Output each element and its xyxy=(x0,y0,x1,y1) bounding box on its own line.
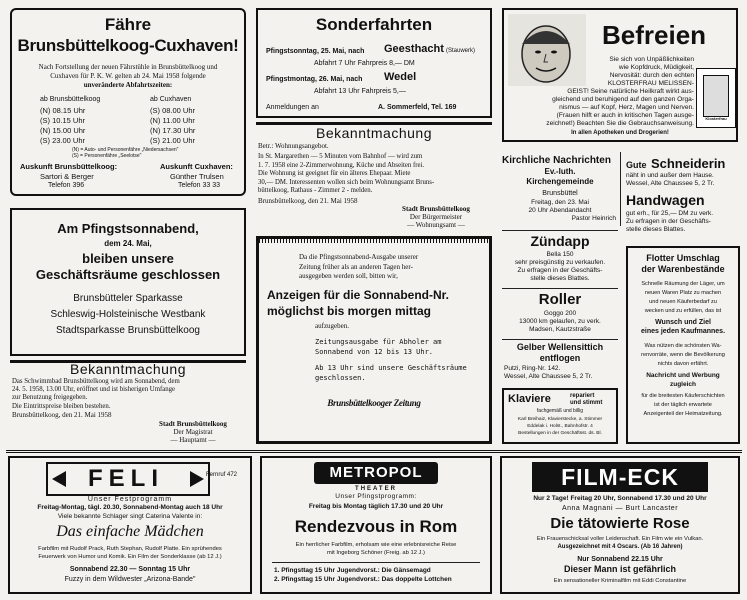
turnover-line: renvorräte, wenn die Bevölkerung xyxy=(641,352,725,358)
newspaper-notice-ad xyxy=(256,236,492,444)
roller-text: 13000 km gelaufen, zu verk. xyxy=(519,318,601,325)
tailor-title xyxy=(626,156,725,173)
feli-logo: FELI xyxy=(88,465,164,492)
befreien-line: GEIST! Seine natürliche Heilkraft wirkt aus- xyxy=(567,88,694,95)
bank-name: Stadtsparkasse Brunsbüttelkoog xyxy=(56,325,200,336)
divider xyxy=(502,339,618,340)
church-date: Freitag, den 23. Mai xyxy=(531,199,589,206)
filmeck-text: Ein sensationeller Kriminalfilm mit Eddi Constantine xyxy=(553,578,687,584)
roller-text: Goggo 200 xyxy=(543,310,577,317)
ferry-intro: Nach Fortstellung der neuen Fährstühle in Brunsbüttelkoog und xyxy=(38,63,218,71)
turnover-line: neuen Waren Platz zu machen xyxy=(644,290,722,296)
turnover-body xyxy=(628,280,738,316)
ferry-ad xyxy=(10,8,246,196)
metropol-sub: THEATER xyxy=(355,486,397,492)
handcart-text: Zu erfragen in der Geschäfts- xyxy=(626,218,711,225)
bottle-label: Klosterfrau xyxy=(705,116,727,121)
ferry-intro: Cuxhaven für P. K. W. gelten ab 24. Mai 1958 folgende xyxy=(50,72,206,80)
turnover-highlight: Nachricht und Werbung xyxy=(646,372,720,379)
ferry-departure-time: (N) 11.00 Uhr xyxy=(150,116,195,125)
trip-contact: A. Sommerfeld, Tel. 169 xyxy=(378,104,457,111)
notice2-line: Die Eintrittspreise bleiben bestehen. xyxy=(12,402,111,410)
tailor-address: Wessel, Alte Chaussee 5, 2 Tr. xyxy=(626,180,715,187)
handcart-text: gut erh., für 25,— DM zu verk. xyxy=(626,210,714,217)
notice-paragraph xyxy=(299,253,485,282)
befreien-body xyxy=(508,56,694,128)
notice1-body xyxy=(258,153,490,196)
notice-headline: Anzeigen für die Sonnabend-Nr. xyxy=(267,288,450,302)
trip-contact-label: Anmeldungen an xyxy=(266,104,319,111)
ferry-info-left-name: Sartori & Berger xyxy=(40,172,94,181)
notice2-line: 24. 5. 1958, 13.00 Uhr, eröffnet und ist bisherigen Umfange xyxy=(12,386,176,394)
turnover-title: Flotter Umschlag xyxy=(646,253,720,263)
divider xyxy=(502,288,618,289)
befreien-line: gleichend und beruhigend auf den ganzen Orga- xyxy=(552,96,694,103)
filmeck-film-title: Die tätowierte Rose xyxy=(550,515,690,532)
notice2-sig: Der Magistrat xyxy=(173,428,213,436)
zuendapp-text: Bella 150 xyxy=(546,251,574,258)
befreien-ad xyxy=(502,8,738,142)
metropol-logo-box xyxy=(314,462,438,484)
befreien-line: Sie sich von Unpäßlichkeiten xyxy=(609,56,694,63)
turnover-title: der Warenbestände xyxy=(641,264,725,274)
filmeck-logo-box xyxy=(532,462,708,492)
tailor-text: näht in und außer dem Hause. xyxy=(626,172,714,179)
filmeck-times: Nur 2 Tage! Freitag 20 Uhr, Sonnabend 17.30 und 20 Uhr xyxy=(533,495,707,502)
metropol-cinema-ad xyxy=(260,456,492,594)
church-title: Kirchliche Nachrichten xyxy=(502,155,611,166)
ferry-departure-time: (N) 17.30 Uhr xyxy=(150,126,196,135)
turnover-line: Anzeigenteil der Heimatzeitung. xyxy=(643,411,723,417)
ferry-route: Brunsbüttelkoog-Cuxhaven! xyxy=(17,36,239,55)
notice-paragraph xyxy=(315,337,491,357)
ferry-info-right: Auskunft Cuxhaven: xyxy=(160,162,233,171)
turnover-line: ist der täglich erwartete xyxy=(654,402,712,408)
turnover-line: Schnelle Räumung der Läger, um xyxy=(641,281,725,287)
divider xyxy=(502,230,618,231)
budgie-title: Gelber Wellensittich xyxy=(516,342,604,352)
feli-extra-film: Fuzzy in dem Wildwester „Arizona-Bande" xyxy=(64,576,196,583)
divider xyxy=(6,450,742,453)
notice-paragraph xyxy=(315,363,491,383)
notice1-line: büttelkoog, Rathaus - Zimmer 2 - melden. xyxy=(258,187,373,195)
turnover-line: wecken und zu erfüllen, das ist xyxy=(644,308,722,314)
hatch-border xyxy=(259,239,489,243)
notice-line: Da die Pfingstsonnabend-Ausgabe unserer xyxy=(299,253,419,261)
filmeck-cinema-ad xyxy=(500,456,740,594)
ferry-info-right-tel: Telefon 33 33 xyxy=(178,182,221,189)
feli-text: Feuerwerk von Humor und Komik. Ein Film der Sonderklasse (ab 12 J.) xyxy=(38,554,222,560)
piano-sub: und stimmt xyxy=(570,400,603,406)
church-sub: Ev.-luth. xyxy=(544,167,576,176)
budgie-address: Wessel, Alte Chaussee 5, 2 Tr. xyxy=(504,373,593,380)
budgie-text: Putzi, Ring-Nr. 142. xyxy=(504,365,561,372)
feli-logo-box xyxy=(46,462,210,496)
filmeck-late-time: Nur Sonnabend 22.15 Uhr xyxy=(577,556,663,563)
notice2-line: Das Schwimmbad Brunsbüttelkoog wird am Sonnabend, dem xyxy=(12,378,180,385)
metropol-program: Unser Pfingstprogramm: xyxy=(335,493,417,500)
notice2-line: zur Benutzung freigegeben. xyxy=(12,394,88,402)
trip1-note: (Stauwerk) xyxy=(446,48,476,54)
ferry-info-right-name: Günther Trulsen xyxy=(170,172,224,181)
trip2-date: Pfingstmontag, 26. Mai, nach xyxy=(266,76,363,83)
ferry-departure-time: (N) 08.15 Uhr xyxy=(40,106,86,115)
metropol-text: mit Ingeborg Schöner (Freig. ab 12 J.) xyxy=(327,550,425,556)
notice1-date: Brunsbüttelkoog, den 21. Mai 1958 xyxy=(258,197,358,205)
notice2-sig: Stadt Brunsbüttelkoog xyxy=(159,420,227,428)
feli-phone: Fernruf 472 xyxy=(206,472,238,478)
turnover-highlight: Wunsch und Ziel xyxy=(655,319,711,326)
befreien-title: Befreien xyxy=(602,20,707,50)
metropol-youth1: 1. Pfingsttag 15 Uhr Jugendvorst.: Die Gänsemagd xyxy=(274,567,431,574)
trip1-date: Pfingstsonntag, 25. Mai, nach xyxy=(266,48,365,55)
filmeck-late-film: Dieser Mann ist gefährlich xyxy=(563,564,677,574)
special-trips-title: Sonderfahrten xyxy=(315,15,433,34)
ferry-left-times xyxy=(40,106,85,146)
notice-line: Ab 13 Uhr sind unsere Geschäftsräume xyxy=(315,364,467,372)
notice1-line: Die Wohnung ist geeignet für ein älteres Ehepaar. Miete xyxy=(258,170,411,178)
ferry-legend: (S) = Personenfähre „Seelotse" xyxy=(72,153,142,159)
metropol-times: Freitag bis Montag täglich 17.30 und 20 Uhr xyxy=(308,503,444,510)
divider xyxy=(620,152,621,226)
turnover-line: für die breitesten Käuferschichten xyxy=(641,393,725,399)
notice1-sig: — Wohnungsamt — xyxy=(407,221,465,229)
tailor-title-a: Gute xyxy=(626,160,647,170)
notice-headline: möglichst bis morgen mittag xyxy=(267,304,432,318)
bottle-illustration xyxy=(696,68,736,128)
feli-program: Unser Festprogramm xyxy=(87,496,173,503)
notice1-line: 1. 7. 1958 eine 2-Zimmerwohnung, Küche und Abseiten frei. xyxy=(258,161,425,169)
ferry-right-head: ab Cuxhaven xyxy=(150,96,192,103)
special-trips-ad xyxy=(256,8,492,118)
pentecost-line: Geschäftsräume geschlossen xyxy=(35,267,221,282)
pentecost-line: Am Pfingstsonnabend, xyxy=(57,221,199,236)
trip1-dest: Geesthacht xyxy=(384,43,444,55)
befreien-foot: In allen Apotheken und Drogerien! xyxy=(571,130,669,136)
notice-line: Sonnabend von 12 bis 13 Uhr. xyxy=(315,348,434,356)
notice1-subject: Betr.: Wohnungsangebot. xyxy=(258,142,329,150)
notice1-title: Bekanntmachung xyxy=(316,125,432,141)
piano-text: Karl Breihaiz, Klavierstecke, a. Stimmer xyxy=(517,417,603,422)
turnover-highlight: eines jeden Kaufmannes. xyxy=(640,328,726,335)
filmeck-text: Ausgezeichnet mit 4 Oscars. (Ab 16 Jahren) xyxy=(557,544,683,550)
notice-line: ausgegeben werden soll, bitten wir, xyxy=(299,272,398,280)
zuendapp-text: stelle dieses Blattes. xyxy=(530,275,590,282)
ferry-title: Fähre xyxy=(104,15,152,34)
turnover-line: und neuen Käuferbedarf zu xyxy=(649,299,717,305)
ferry-departure-time: (S) 23.00 Uhr xyxy=(40,136,86,145)
ferry-departure-time: (N) 15.00 Uhr xyxy=(40,126,86,135)
divider xyxy=(272,562,480,563)
ferry-info-left: Auskunft Brunsbüttelkoog: xyxy=(20,162,118,171)
befreien-line: KLOSTERFRAU MELISSEN- xyxy=(607,80,694,87)
feli-text: Farbfilm mit Rudolf Prack, Ruth Stephan, Rudolf Platte. Ein sprühendes xyxy=(38,546,222,552)
turnover-line: nichts davon erfährt. xyxy=(657,361,709,367)
zuendapp-text: sehr preisgünstig zu verkaufen. xyxy=(514,259,606,266)
handcart-text: stelle dieses Blattes. xyxy=(626,226,686,233)
notice2-title: Bekanntmachung xyxy=(70,361,186,377)
notice-line: Zeitungsausgabe für Abholer am xyxy=(315,338,442,346)
ferry-departure-time: (S) 21.00 Uhr xyxy=(150,136,196,145)
notice-line: geschlossen. xyxy=(315,374,366,382)
trip1-price: Abfahrt 7 Uhr Fahrpreis 8,— DM xyxy=(314,60,415,67)
notice1-line: In St. Margarethen — 5 Minuten vom Bahnhof — wird zum xyxy=(258,153,423,160)
feli-film-title: Das einfache Mädchen xyxy=(56,523,204,540)
tailor-title-b: Schneiderin xyxy=(650,156,726,171)
metropol-logo: METROPOL xyxy=(329,464,423,481)
piano-ad xyxy=(502,388,618,444)
notice1-line: 30,— DM. Interessenten wollen sich beim Wohnungsamt Bruns- xyxy=(258,178,435,186)
roller-text: Madsen, Kautzstraße xyxy=(529,326,591,333)
befreien-line: zeichnet!) Beachten Sie die Gebrauchsanweisung. xyxy=(546,120,694,127)
befreien-line: wie Kopfdruck, Müdigkeit, xyxy=(618,64,694,71)
turnover-body xyxy=(628,342,738,369)
bank-name: Schleswig-Holsteinische Westbank xyxy=(50,309,206,320)
budgie-title: entflogen xyxy=(539,353,581,363)
ferry-departure-time: (S) 10.15 Uhr xyxy=(40,116,86,125)
church-place: Brunsbüttel xyxy=(542,190,578,197)
notice2-date: Brunsbüttelkoog, den 21. Mai 1958 xyxy=(12,411,112,419)
roller-title: Roller xyxy=(538,291,582,308)
ferry-info-left-tel: Telefon 396 xyxy=(48,182,85,189)
newspaper-logo: Brunsbüttelkooger Zeitung xyxy=(327,398,421,408)
piano-title: Klaviere xyxy=(508,393,551,405)
befreien-line: nismus — auf Kopf, Herz, Magen und Nerven. xyxy=(559,104,694,111)
ferry-intro: unveränderte Abfahrtszeiten: xyxy=(83,81,173,89)
piano-text: Bestellungen in der Geschäftsst. ds. Bl. xyxy=(518,431,602,436)
church-sub: Kirchengemeinde xyxy=(526,177,594,186)
church-service: 20 Uhr Abendandacht xyxy=(528,207,592,214)
feli-text: Viele bekannte Schlager singt Caterina Valente in: xyxy=(57,513,203,520)
notice1-sig: Stadt Brunsbüttelkoog xyxy=(402,205,470,213)
metropol-film-title: Rendezvous in Rom xyxy=(294,517,458,536)
church-pastor: Pastor Heinrich xyxy=(571,215,616,222)
notice2-body xyxy=(12,378,246,411)
turnover-body xyxy=(628,392,738,419)
zuendapp-text: Zu erfragen in der Geschäfts- xyxy=(517,267,603,274)
feli-extra-times: Sonnabend 22.30 — Sonntag 15 Uhr xyxy=(69,566,191,573)
notice2-sig: — Hauptamt — xyxy=(170,436,216,444)
turnover-highlight: zugleich xyxy=(669,381,696,388)
feli-times: Freitag-Montag, tägl. 20.30, Sonnabend-Montag auch 18 Uhr xyxy=(37,504,223,511)
pentecost-closed-ad xyxy=(10,208,246,356)
handcart-title: Handwagen xyxy=(626,192,705,208)
zuendapp-title: Zündapp xyxy=(530,233,590,249)
trip2-dest: Wedel xyxy=(384,71,417,83)
pentecost-date: dem 24. Mai, xyxy=(104,239,152,248)
trip2-price: Abfahrt 13 Uhr Fahrpreis 5,— xyxy=(314,88,406,95)
notice-text: aufzugeben. xyxy=(315,322,350,330)
piano-sub: repariert xyxy=(570,393,595,399)
befreien-line: Nervosität: durch den echten xyxy=(609,72,694,79)
turnover-line: Was nützen die schönsten Wa- xyxy=(644,343,722,349)
ferry-right-times xyxy=(150,106,195,146)
notice1-sig: Der Bürgermeister xyxy=(409,213,463,221)
turnover-ad xyxy=(626,246,740,444)
ferry-legend: (N) = Auto- und Personenfähre „Niedersachsen" xyxy=(72,147,179,153)
pentecost-line: bleiben unsere xyxy=(82,251,174,266)
filmeck-cast: Anna Magnani — Burt Lancaster xyxy=(561,505,679,512)
bank-name: Brunsbütteler Sparkasse xyxy=(73,293,183,304)
befreien-line: (Frauen hilft er auch in kritischen Tagen ausge- xyxy=(556,112,694,119)
filmeck-text: Ein Frauenschicksal voller Leidenschaft. Ein Film wie ein Vulkan. xyxy=(536,536,704,542)
ferry-departure-time: (S) 08.00 Uhr xyxy=(150,106,196,115)
arrow-right-icon xyxy=(190,471,204,487)
ferry-left-head: ab Brunsbüttelkoog xyxy=(40,96,101,103)
metropol-youth2: 2. Pfingsttag 15 Uhr Jugendvorst.: Das doppelte Lottchen xyxy=(274,576,452,583)
piano-text: Eddelak i. Holst., Bahnhofstr. 4 xyxy=(527,424,593,429)
metropol-text: Ein herrlicher Farbfilm, erholsam wie eine erlebnisreiche Reise xyxy=(295,542,457,548)
piano-sub: fachgemäß und billig xyxy=(536,408,584,414)
filmeck-logo: FILM-ECK xyxy=(561,464,679,490)
notice-line: Zeitung früher als an anderen Tagen her- xyxy=(299,262,413,271)
feli-cinema-ad xyxy=(8,456,252,594)
